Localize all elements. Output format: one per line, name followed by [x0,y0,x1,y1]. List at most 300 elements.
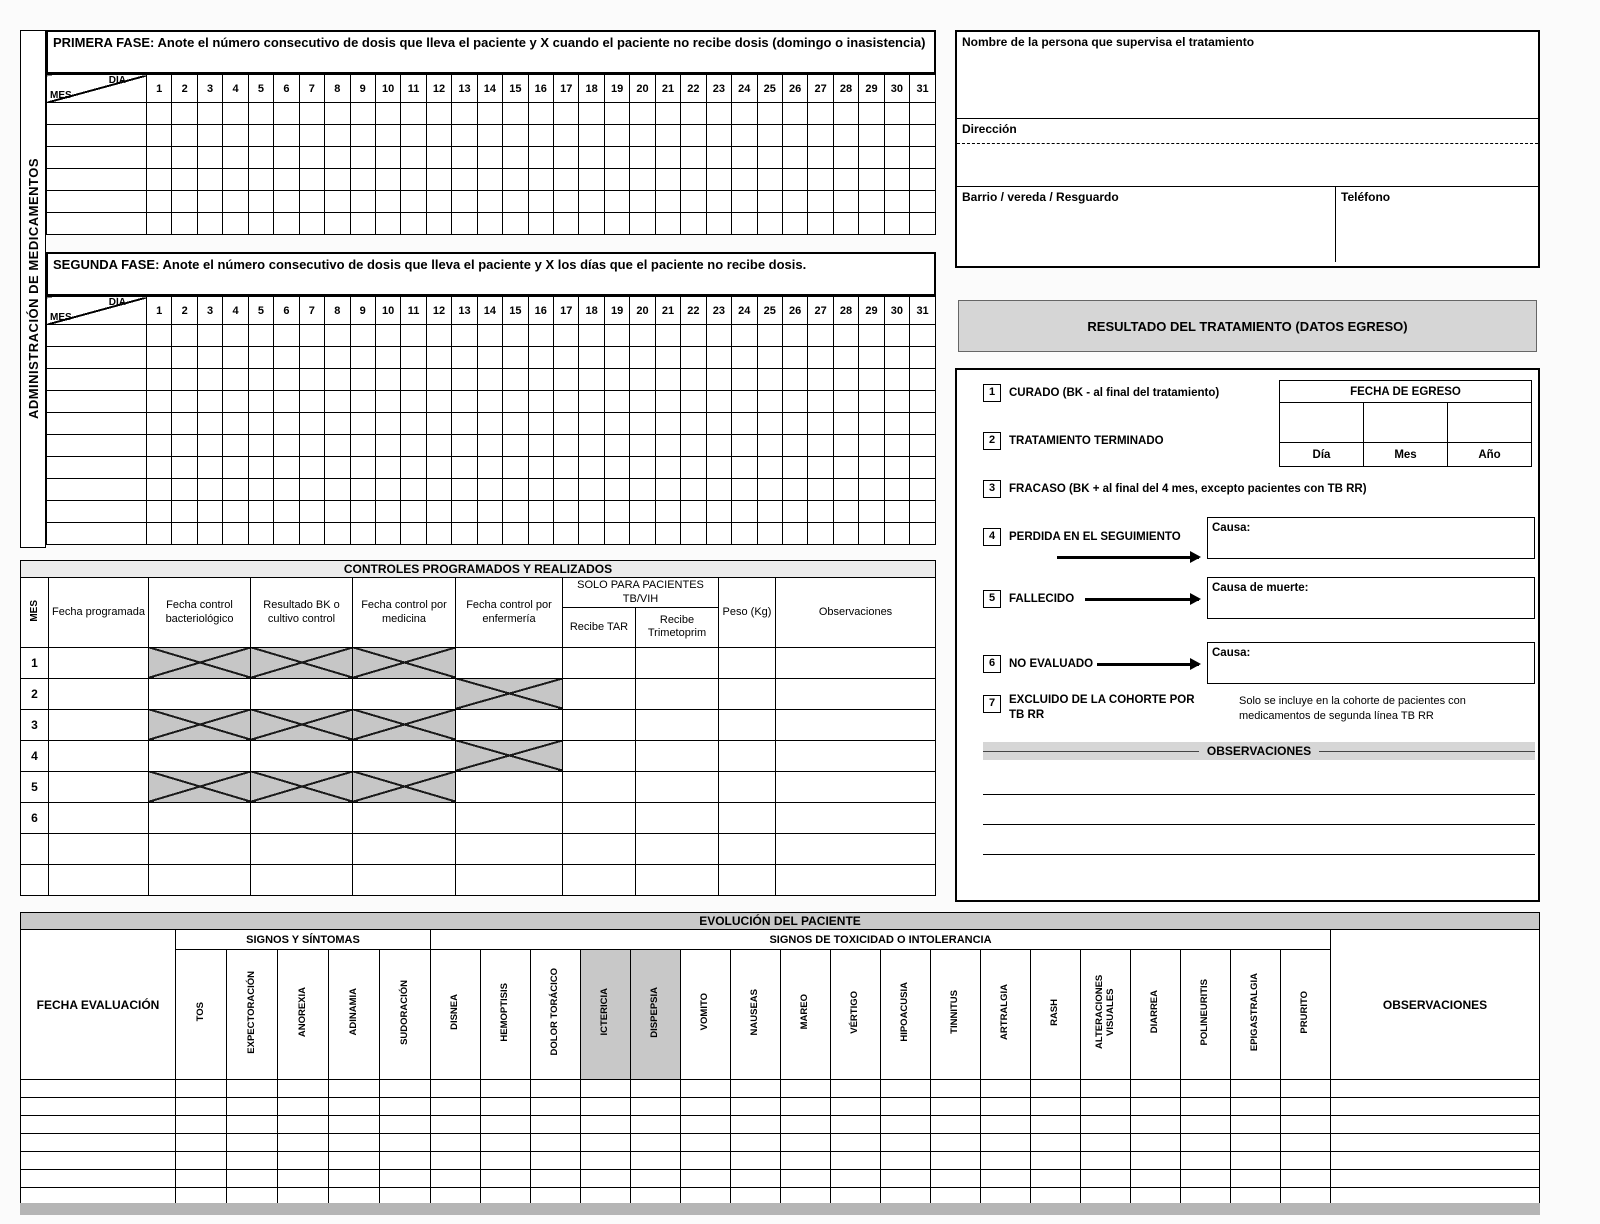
dose-cell[interactable] [197,391,222,413]
dose-cell[interactable] [757,501,782,523]
control-cell[interactable] [353,678,456,709]
dose-cell[interactable] [299,413,324,435]
dose-cell[interactable] [350,169,375,191]
dose-cell[interactable] [274,191,299,213]
dose-cell[interactable] [350,435,375,457]
dose-cell[interactable] [299,169,324,191]
dose-cell[interactable] [223,479,248,501]
dose-cell[interactable] [299,347,324,369]
dose-cell[interactable] [655,191,680,213]
dose-cell[interactable] [452,347,477,369]
control-cell[interactable] [636,709,719,740]
symptom-cell[interactable] [781,1134,831,1152]
dose-cell[interactable] [706,169,731,191]
dose-cell[interactable] [172,501,197,523]
symptom-cell[interactable] [380,1080,431,1098]
symptom-cell[interactable] [481,1098,531,1116]
dose-cell[interactable] [325,523,350,545]
dose-cell[interactable] [172,103,197,125]
dose-cell[interactable] [452,435,477,457]
dose-cell[interactable] [426,479,451,501]
dose-cell[interactable] [325,169,350,191]
month-label-cell[interactable] [47,213,147,235]
dose-cell[interactable] [350,501,375,523]
dose-cell[interactable] [477,457,502,479]
dose-cell[interactable] [706,457,731,479]
symptom-cell[interactable] [481,1116,531,1134]
dose-cell[interactable] [782,413,807,435]
dose-cell[interactable] [299,435,324,457]
dose-cell[interactable] [426,413,451,435]
dose-cell[interactable] [554,213,579,235]
symptom-cell[interactable] [329,1098,380,1116]
control-cell[interactable] [251,802,353,833]
dose-cell[interactable] [401,479,426,501]
symptom-cell[interactable] [1231,1080,1281,1098]
dose-cell[interactable] [503,325,528,347]
dose-cell[interactable] [197,325,222,347]
evolucion-obs-cell[interactable] [1331,1152,1540,1170]
dose-cell[interactable] [782,479,807,501]
dose-cell[interactable] [757,125,782,147]
symptom-cell[interactable] [176,1098,227,1116]
dose-cell[interactable] [630,501,655,523]
dose-cell[interactable] [426,501,451,523]
dose-cell[interactable] [401,169,426,191]
dose-cell[interactable] [859,435,884,457]
dose-cell[interactable] [732,103,757,125]
symptom-cell[interactable] [278,1080,329,1098]
month-label-cell[interactable] [47,413,147,435]
dose-cell[interactable] [655,103,680,125]
dose-cell[interactable] [426,435,451,457]
dose-cell[interactable] [706,147,731,169]
symptom-cell[interactable] [1231,1134,1281,1152]
symptom-cell[interactable] [1231,1170,1281,1188]
control-cell[interactable] [49,771,149,802]
dose-cell[interactable] [604,369,629,391]
dose-cell[interactable] [630,147,655,169]
dose-cell[interactable] [274,213,299,235]
symptom-cell[interactable] [781,1098,831,1116]
control-cell[interactable] [776,740,936,771]
control-cell[interactable] [49,833,149,864]
dose-cell[interactable] [655,325,680,347]
dose-cell[interactable] [604,413,629,435]
dose-cell[interactable] [426,103,451,125]
dose-cell[interactable] [808,103,833,125]
dose-cell[interactable] [172,457,197,479]
symptom-cell[interactable] [1281,1170,1331,1188]
dose-cell[interactable] [859,347,884,369]
dose-cell[interactable] [554,413,579,435]
dose-cell[interactable] [503,457,528,479]
dose-cell[interactable] [782,191,807,213]
dose-cell[interactable] [452,147,477,169]
dose-cell[interactable] [477,413,502,435]
dose-cell[interactable] [630,325,655,347]
dose-cell[interactable] [681,125,706,147]
control-cell[interactable] [636,864,719,895]
dose-cell[interactable] [375,435,400,457]
control-cell[interactable] [456,771,563,802]
dose-cell[interactable] [833,479,858,501]
dose-cell[interactable] [630,479,655,501]
dose-cell[interactable] [833,413,858,435]
symptom-cell[interactable] [1081,1170,1131,1188]
symptom-cell[interactable] [431,1152,481,1170]
dose-cell[interactable] [375,413,400,435]
symptom-cell[interactable] [1231,1152,1281,1170]
dose-cell[interactable] [325,369,350,391]
dose-cell[interactable] [172,169,197,191]
dose-cell[interactable] [732,479,757,501]
dose-cell[interactable] [833,435,858,457]
symptom-cell[interactable] [731,1134,781,1152]
symptom-cell[interactable] [1231,1098,1281,1116]
symptom-cell[interactable] [481,1152,531,1170]
symptom-cell[interactable] [329,1080,380,1098]
dose-cell[interactable] [375,191,400,213]
symptom-cell[interactable] [1031,1152,1081,1170]
dose-cell[interactable] [884,391,909,413]
symptom-cell[interactable] [631,1080,681,1098]
symptom-cell[interactable] [227,1116,278,1134]
dose-cell[interactable] [477,191,502,213]
dose-cell[interactable] [782,523,807,545]
symptom-cell[interactable] [981,1134,1031,1152]
dose-cell[interactable] [732,147,757,169]
dose-cell[interactable] [350,479,375,501]
dose-cell[interactable] [910,391,936,413]
dose-cell[interactable] [910,147,936,169]
dose-cell[interactable] [503,369,528,391]
observaciones-line[interactable] [983,794,1535,795]
symptom-cell[interactable] [481,1134,531,1152]
symptom-cell[interactable] [581,1170,631,1188]
dose-cell[interactable] [579,213,604,235]
control-cell[interactable] [719,647,776,678]
dose-cell[interactable] [910,369,936,391]
dose-cell[interactable] [884,347,909,369]
dose-cell[interactable] [147,191,172,213]
dose-cell[interactable] [299,457,324,479]
control-cell[interactable] [49,864,149,895]
dose-cell[interactable] [401,435,426,457]
dose-cell[interactable] [655,213,680,235]
dose-cell[interactable] [452,523,477,545]
dose-cell[interactable] [782,501,807,523]
dose-cell[interactable] [248,457,273,479]
dose-cell[interactable] [528,347,553,369]
dose-cell[interactable] [732,523,757,545]
dose-cell[interactable] [884,213,909,235]
symptom-cell[interactable] [176,1080,227,1098]
dose-cell[interactable] [604,457,629,479]
dose-cell[interactable] [299,501,324,523]
dose-cell[interactable] [503,435,528,457]
dose-cell[interactable] [197,413,222,435]
dose-cell[interactable] [604,169,629,191]
dose-cell[interactable] [503,413,528,435]
dose-cell[interactable] [833,501,858,523]
dose-cell[interactable] [782,169,807,191]
dose-cell[interactable] [884,479,909,501]
dose-cell[interactable] [808,191,833,213]
dose-cell[interactable] [452,391,477,413]
symptom-cell[interactable] [1281,1080,1331,1098]
perdida-number-box[interactable]: 4 [983,528,1001,546]
dose-cell[interactable] [528,457,553,479]
dose-cell[interactable] [350,213,375,235]
control-cell[interactable] [456,709,563,740]
fecha-evaluacion-cell[interactable] [21,1134,176,1152]
symptom-cell[interactable] [881,1152,931,1170]
dose-cell[interactable] [579,191,604,213]
control-cell[interactable] [49,678,149,709]
dose-cell[interactable] [859,391,884,413]
symptom-cell[interactable] [531,1080,581,1098]
dose-cell[interactable] [223,457,248,479]
dose-cell[interactable] [554,523,579,545]
dose-cell[interactable] [655,169,680,191]
symptom-cell[interactable] [531,1152,581,1170]
dose-cell[interactable] [859,457,884,479]
dose-cell[interactable] [248,325,273,347]
dose-cell[interactable] [197,191,222,213]
fecha-evaluacion-cell[interactable] [21,1170,176,1188]
dose-cell[interactable] [375,347,400,369]
dose-cell[interactable] [147,103,172,125]
dose-cell[interactable] [197,523,222,545]
dose-cell[interactable] [528,103,553,125]
dose-cell[interactable] [554,479,579,501]
dose-cell[interactable] [375,391,400,413]
dose-cell[interactable] [655,413,680,435]
dose-cell[interactable] [223,347,248,369]
dose-cell[interactable] [706,191,731,213]
symptom-cell[interactable] [831,1134,881,1152]
dose-cell[interactable] [808,479,833,501]
dose-cell[interactable] [808,501,833,523]
dose-cell[interactable] [859,103,884,125]
control-cell[interactable] [563,833,636,864]
dose-cell[interactable] [757,369,782,391]
month-label-cell[interactable] [47,523,147,545]
dose-cell[interactable] [706,413,731,435]
dose-cell[interactable] [401,125,426,147]
dose-cell[interactable] [248,191,273,213]
symptom-cell[interactable] [981,1080,1031,1098]
dose-cell[interactable] [426,523,451,545]
dose-cell[interactable] [350,147,375,169]
dose-cell[interactable] [554,347,579,369]
dose-cell[interactable] [910,479,936,501]
dose-cell[interactable] [325,125,350,147]
dose-cell[interactable] [579,479,604,501]
dose-cell[interactable] [197,435,222,457]
dose-cell[interactable] [630,213,655,235]
dose-cell[interactable] [833,369,858,391]
dose-cell[interactable] [325,103,350,125]
dose-cell[interactable] [554,369,579,391]
dose-cell[interactable] [554,457,579,479]
symptom-cell[interactable] [1281,1152,1331,1170]
symptom-cell[interactable] [881,1098,931,1116]
control-cell[interactable] [636,802,719,833]
dose-cell[interactable] [782,435,807,457]
dose-cell[interactable] [910,191,936,213]
dose-cell[interactable] [706,523,731,545]
dose-cell[interactable] [375,369,400,391]
dose-cell[interactable] [859,191,884,213]
dose-cell[interactable] [401,325,426,347]
dose-cell[interactable] [808,147,833,169]
dose-cell[interactable] [732,213,757,235]
dose-cell[interactable] [147,435,172,457]
month-label-cell[interactable] [47,169,147,191]
symptom-cell[interactable] [1081,1116,1131,1134]
dose-cell[interactable] [147,147,172,169]
dose-cell[interactable] [350,413,375,435]
dose-cell[interactable] [884,147,909,169]
dose-cell[interactable] [223,169,248,191]
month-label-cell[interactable] [47,191,147,213]
dose-cell[interactable] [579,125,604,147]
control-cell[interactable] [719,864,776,895]
symptom-cell[interactable] [781,1116,831,1134]
dose-cell[interactable] [554,169,579,191]
dose-cell[interactable] [630,347,655,369]
symptom-cell[interactable] [781,1152,831,1170]
dose-cell[interactable] [147,391,172,413]
dose-cell[interactable] [833,147,858,169]
dose-cell[interactable] [579,523,604,545]
control-cell[interactable] [563,678,636,709]
symptom-cell[interactable] [176,1134,227,1152]
dose-cell[interactable] [197,501,222,523]
month-label-cell[interactable] [47,435,147,457]
dose-cell[interactable] [604,125,629,147]
dose-cell[interactable] [808,347,833,369]
control-cell[interactable] [49,740,149,771]
symptom-cell[interactable] [1031,1170,1081,1188]
dose-cell[interactable] [833,325,858,347]
dose-cell[interactable] [732,413,757,435]
dose-cell[interactable] [172,191,197,213]
symptom-cell[interactable] [380,1116,431,1134]
dose-cell[interactable] [554,103,579,125]
dose-cell[interactable] [833,191,858,213]
dose-cell[interactable] [299,479,324,501]
dose-cell[interactable] [706,213,731,235]
symptom-cell[interactable] [531,1134,581,1152]
symptom-cell[interactable] [1081,1080,1131,1098]
dose-cell[interactable] [910,213,936,235]
dose-cell[interactable] [579,169,604,191]
dose-cell[interactable] [782,369,807,391]
dose-cell[interactable] [223,369,248,391]
dose-cell[interactable] [833,169,858,191]
dose-cell[interactable] [655,391,680,413]
symptom-cell[interactable] [329,1116,380,1134]
dose-cell[interactable] [757,523,782,545]
dose-cell[interactable] [375,501,400,523]
dose-cell[interactable] [757,457,782,479]
symptom-cell[interactable] [1281,1098,1331,1116]
barrio-input-area[interactable] [957,187,1335,262]
egreso-ano-cell[interactable] [1448,403,1532,443]
dose-cell[interactable] [528,147,553,169]
dose-cell[interactable] [859,213,884,235]
dose-cell[interactable] [375,103,400,125]
symptom-cell[interactable] [1181,1116,1231,1134]
dose-cell[interactable] [579,347,604,369]
symptom-cell[interactable] [531,1116,581,1134]
symptom-cell[interactable] [481,1080,531,1098]
symptom-cell[interactable] [176,1116,227,1134]
fallecido-number-box[interactable]: 5 [983,590,1001,608]
observaciones-line[interactable] [983,854,1535,855]
dose-cell[interactable] [248,213,273,235]
dose-cell[interactable] [732,325,757,347]
control-cell[interactable] [149,864,251,895]
dose-cell[interactable] [910,347,936,369]
dose-cell[interactable] [757,391,782,413]
control-cell[interactable] [456,647,563,678]
dose-cell[interactable] [681,347,706,369]
excluido-number-box[interactable]: 7 [983,695,1001,713]
evolucion-obs-cell[interactable] [1331,1080,1540,1098]
dose-cell[interactable] [274,325,299,347]
dose-cell[interactable] [401,347,426,369]
dose-cell[interactable] [554,325,579,347]
symptom-cell[interactable] [581,1134,631,1152]
dose-cell[interactable] [274,347,299,369]
dose-cell[interactable] [147,523,172,545]
symptom-cell[interactable] [881,1080,931,1098]
dose-cell[interactable] [910,501,936,523]
dose-cell[interactable] [884,369,909,391]
dose-cell[interactable] [452,413,477,435]
dose-cell[interactable] [147,125,172,147]
dose-cell[interactable] [147,479,172,501]
month-label-cell[interactable] [47,369,147,391]
dose-cell[interactable] [172,369,197,391]
control-cell[interactable] [456,802,563,833]
dose-cell[interactable] [910,103,936,125]
control-cell[interactable] [776,802,936,833]
symptom-cell[interactable] [831,1116,881,1134]
dose-cell[interactable] [579,413,604,435]
dose-cell[interactable] [248,391,273,413]
symptom-cell[interactable] [329,1134,380,1152]
dose-cell[interactable] [757,169,782,191]
control-cell[interactable] [636,678,719,709]
dose-cell[interactable] [299,191,324,213]
month-label-cell[interactable] [47,501,147,523]
dose-cell[interactable] [554,191,579,213]
dose-cell[interactable] [833,213,858,235]
symptom-cell[interactable] [681,1170,731,1188]
symptom-cell[interactable] [227,1152,278,1170]
fallecido-causa-box[interactable] [1207,577,1535,619]
dose-cell[interactable] [503,347,528,369]
control-cell[interactable] [251,740,353,771]
dose-cell[interactable] [401,501,426,523]
dose-cell[interactable] [757,325,782,347]
symptom-cell[interactable] [1131,1170,1181,1188]
